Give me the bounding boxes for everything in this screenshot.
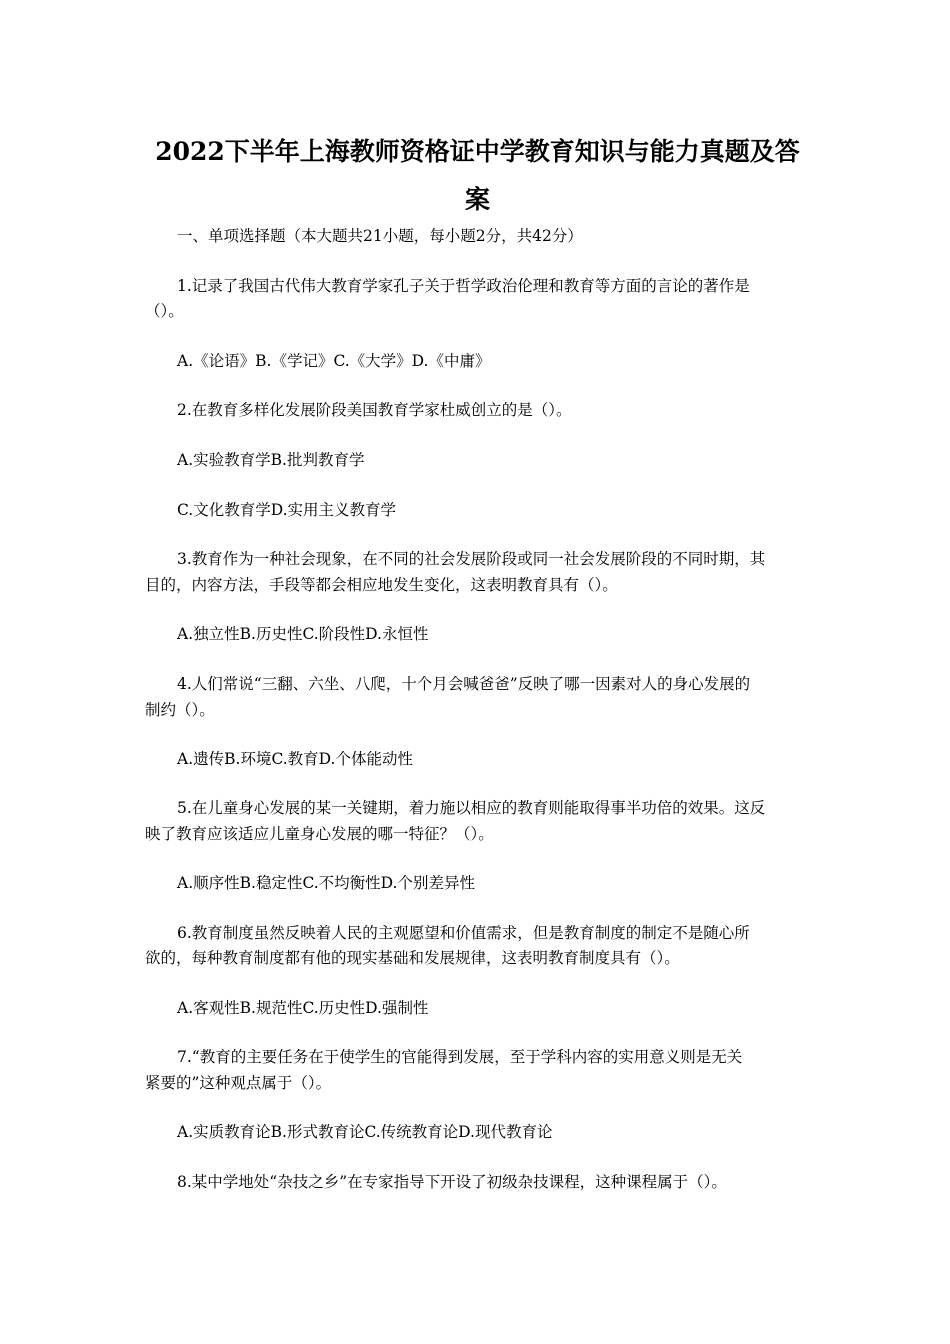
question-6-stem: 6.教育制度虽然反映着人民的主观愿望和价值需求，但是教育制度的制定不是随心所	[177, 924, 750, 942]
document-title-line-2: 案	[464, 185, 490, 214]
question-2-stem: 2.在教育多样化发展阶段美国教育学家杜威创立的是（）。	[177, 401, 572, 419]
section-header: 一、单项选择题（本大题共21小题，每小题2分，共42分）	[177, 227, 583, 245]
document-title-line-1: 2022下半年上海教师资格证中学教育知识与能力真题及答	[155, 137, 800, 166]
question-7-stem: 7.“教育的主要任务在于使学生的官能得到发展，至于学科内容的实用意义则是无关	[177, 1048, 743, 1066]
question-4-stem-cont: 制约（）。	[145, 701, 215, 719]
question-6-stem-cont: 欲的，每种教育制度都有他的现实基础和发展规律，这表明教育制度具有（）。	[145, 949, 680, 967]
question-5-stem: 5.在儿童身心发展的某一关键期，着力施以相应的教育则能取得事半功倍的效果。这反	[177, 799, 766, 817]
question-1-stem: 1.记录了我国古代伟大教育学家孔子关于哲学政治伦理和教育等方面的言论的著作是	[177, 277, 750, 295]
question-2-options: A.实验教育学B.批判教育学	[177, 451, 365, 469]
question-6-options: A.客观性B.规范性C.历史性D.强制性	[177, 999, 429, 1017]
question-8-stem: 8.某中学地处“杂技之乡”在专家指导下开设了初级杂技课程，这种课程属于（）。	[177, 1173, 727, 1191]
question-3-options: A.独立性B.历史性C.阶段性D.永恒性	[177, 625, 429, 643]
question-7-stem-cont: 紧要的”这种观点属于（）。	[145, 1074, 332, 1092]
question-7-options: A.实质教育论B.形式教育论C.传统教育论D.现代教育论	[177, 1123, 553, 1141]
question-2-options-cont: C.文化教育学D.实用主义教育学	[177, 501, 397, 519]
question-4-options: A.遗传B.环境C.教育D.个体能动性	[177, 750, 413, 768]
question-1-stem-cont: （）。	[145, 302, 184, 320]
question-5-options: A.顺序性B.稳定性C.不均衡性D.个别差异性	[177, 874, 475, 892]
question-5-stem-cont: 映了教育应该适应儿童身心发展的哪一特征？（）。	[145, 825, 494, 843]
question-4-stem: 4.人们常说“三翻、六坐、八爬，十个月会喊爸爸”反映了哪一因素对人的身心发展的	[177, 675, 751, 693]
question-1-options: A.《论语》B.《学记》C.《大学》D.《中庸》	[177, 352, 491, 370]
question-3-stem-cont: 目的，内容方法，手段等都会相应地发生变化，这表明教育具有（）。	[145, 576, 618, 594]
question-3-stem: 3.教育作为一种社会现象，在不同的社会发展阶段或同一社会发展阶段的不同时期，其	[177, 550, 766, 568]
